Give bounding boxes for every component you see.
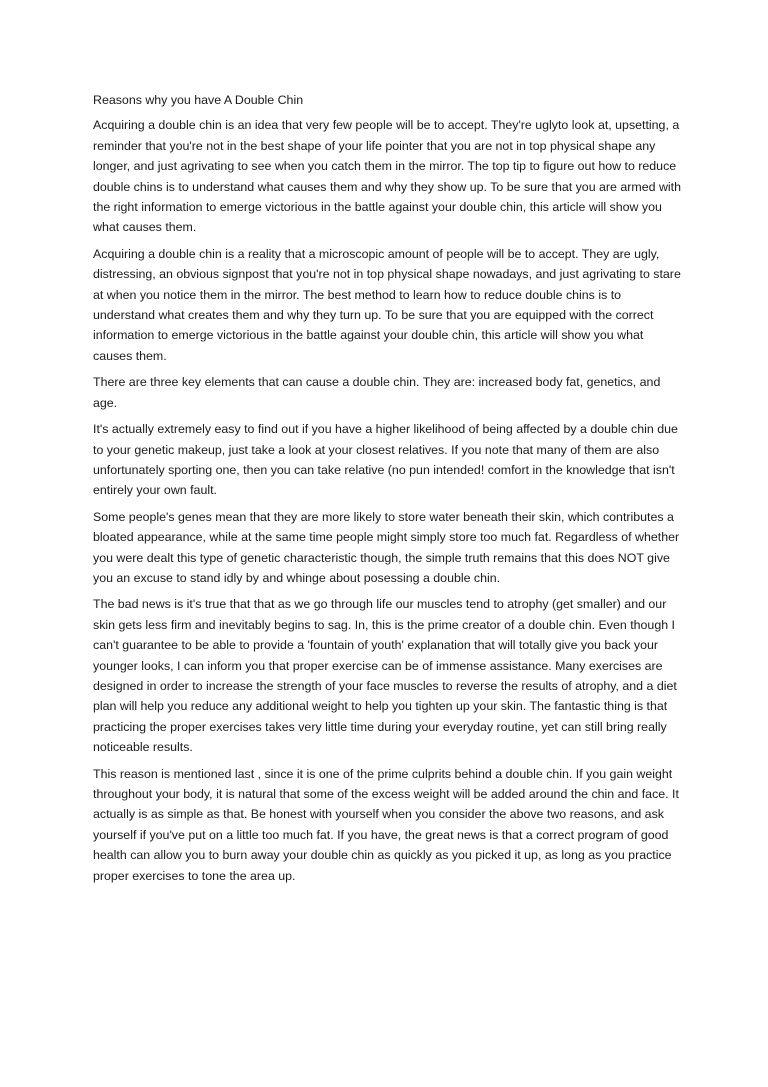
paragraph-2: Acquiring a double chin is a reality that a microscopic amount of people will be to accept. They are ugly, distressing, an obvious signpost that you're not in top physical shape nowadays, and just agrivating to stare at when you notice them in the mirror. The best method to learn how to reduce double chins is to understand what creates them and why they turn up. To be sure that you are equipped with the correct information to emerge victorious in the battle against your double chin, this article will show you what causes them. [93, 246, 681, 363]
paragraph-1: Acquiring a double chin is an idea that very few people will be to accept. They're uglyto look at, upsetting, a reminder that you're not in the best shape of your life pointer that you are not in top physical shape any longer, and just agrivating to see when you catch them in the mirror. The top tip to figure out how to reduce double chins is to understand what causes them and why they show up. To be sure that you are armed with the right information to emerge victorious in the battle against your double chin, this article will show you what causes them. [93, 118, 681, 235]
document-body [93, 90, 683, 892]
document-title: Reasons why you have A Double Chin [93, 93, 304, 107]
paragraph-3: There are three key elements that can cause a double chin. They are: increased body fat, genetics, and age. [93, 375, 661, 410]
paragraph-6: The bad news is it's true that that as we go through life our muscles tend to atrophy (get smaller) and our skin gets less firm and inevitably begins to sag. In, this is the prime creator of a double chin. Even though I can't guarantee to be able to provide a 'fountain of youth' explanation that will totally give you back your younger looks, I can inform you that proper exercise can be of immense assistance. Many exercises are designed in order to increase the strength of your face muscles to reverse the results of atrophy, and a diet plan will help you reduce any additional weight to help you tighten up your skin. The fantastic thing is that practicing the proper exercises takes very little time during your everyday routine, yet can still bring really noticeable results. [93, 597, 677, 755]
paragraph-7: This reason is mentioned last , since it is one of the prime culprits behind a double chin. If you gain weight throughout your body, it is natural that some of the excess weight will be added around the chin and face. It actually is as simple as that. Be honest with yourself when you consider the above two reasons, and ask yourself if you've put on a little too much fat. If you have, the great news is that a correct program of good health can allow you to burn away your double chin as quickly as you picked it up, as long as you practice proper exercises to tone the area up. [93, 766, 679, 883]
paragraph-4: It's actually extremely easy to find out if you have a higher likelihood of being affected by a double chin due to your genetic makeup, just take a look at your closest relatives. If you note that many of them are also unfortunately sporting one, then you can take relative (no pun intended! comfort in the knowledge that isn't entirely your own fault. [93, 422, 678, 498]
paragraph-5: Some people's genes mean that they are more likely to store water beneath their skin, which contributes a bloated appearance, while at the same time people might simply store too much fat. Regardless of whether you were dealt this type of genetic characteristic though, the simple truth remains that this does NOT give you an excuse to stand idly by and whinge about posessing a double chin. [93, 509, 680, 585]
